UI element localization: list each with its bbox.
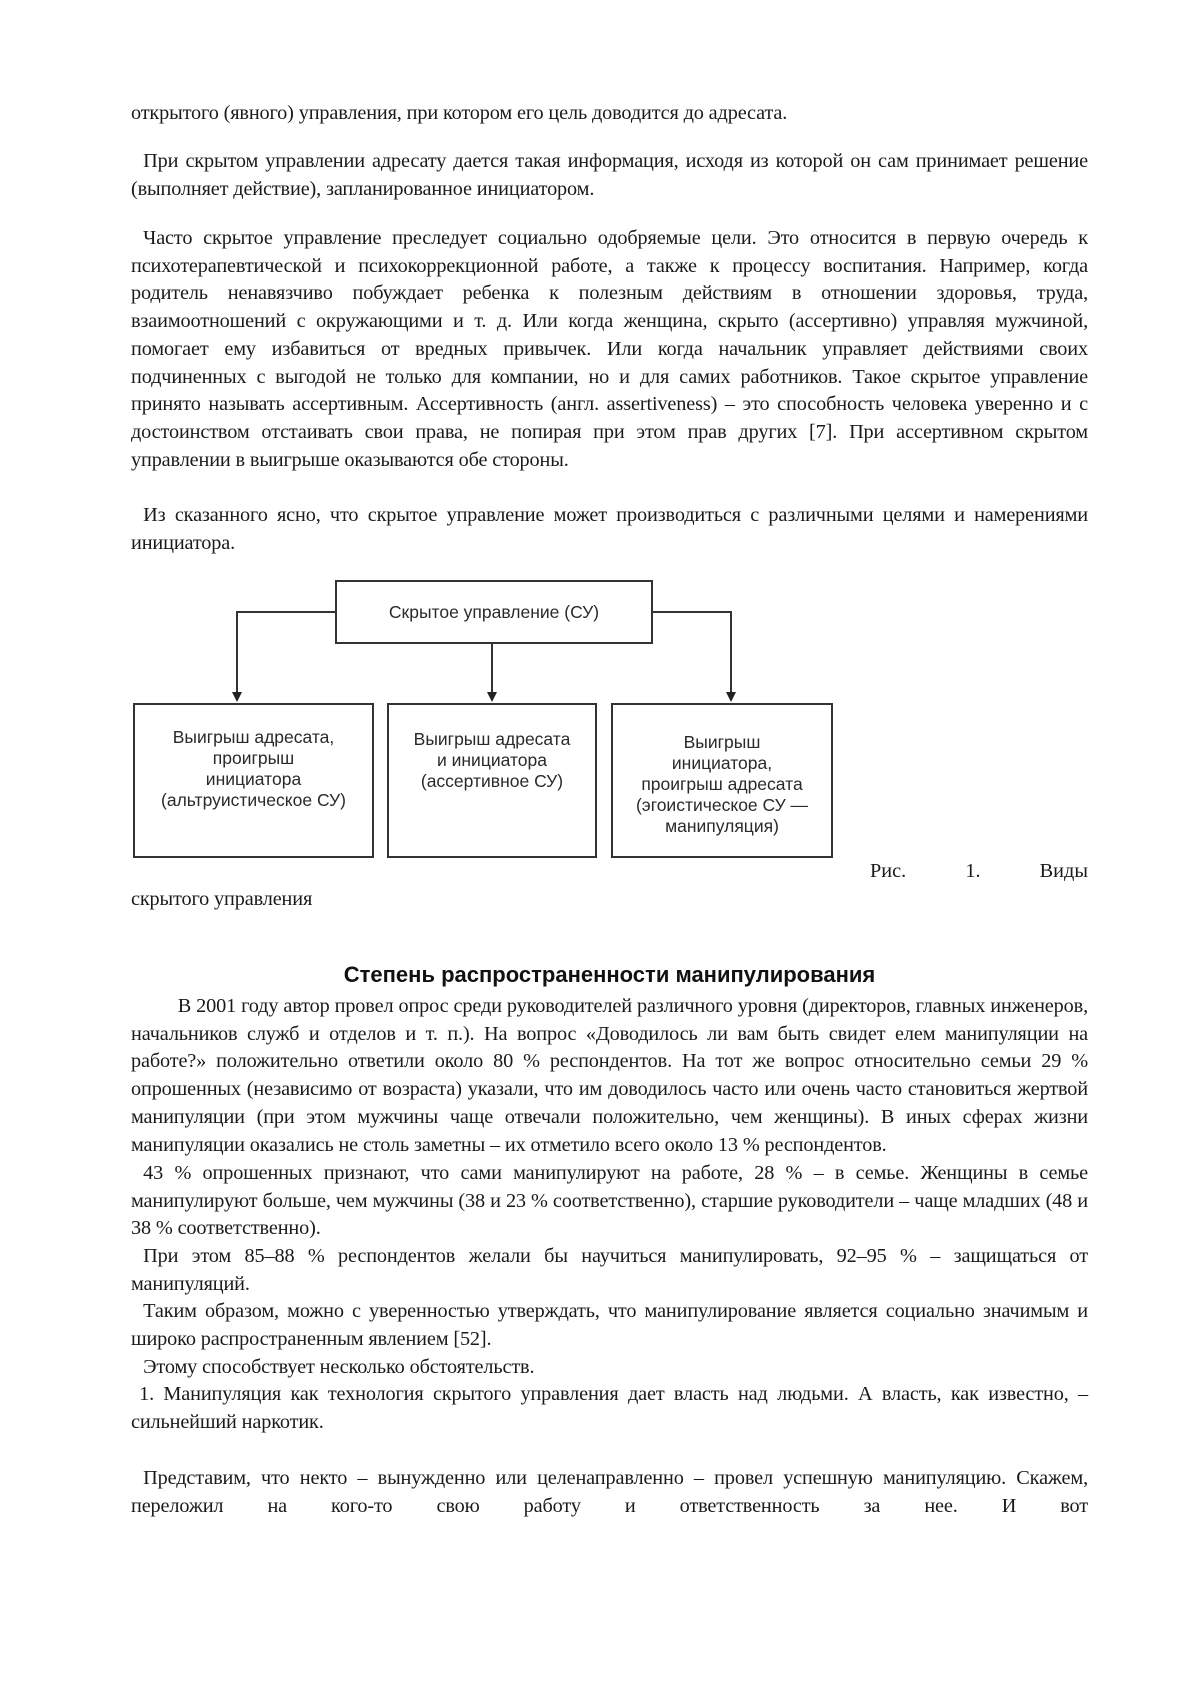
paragraph: 1. Манипуляция как технология скрытого управления дает власть над людьми. А власть, как известно, – сильнейший наркотик.: [131, 1383, 1088, 1433]
box-line: проигрыш: [212, 748, 295, 768]
caption-part: Рис.: [870, 860, 907, 882]
box-line: и инициатора: [436, 750, 548, 770]
paragraph: 43 % опрошенных признают, что сами манипулируют на работе, 28 % – в семье. Женщины в семье манипулируют больше, чем мужчины (38 и 23 % соответственно), старшие руководители – чаще младших (48 и 38 % соответственно).: [131, 1162, 1088, 1240]
paragraph: При скрытом управлении адресату дается такая информация, исходя из которой он сам принимает решение (выполняет действие), запланированное инициатором.: [131, 150, 1088, 200]
box-line: инициатора,: [671, 753, 773, 773]
box-line: Выигрыш: [683, 732, 761, 752]
diagram-root-label: Скрытое управление (СУ): [388, 602, 600, 622]
diagram-box-egoistic: [611, 703, 833, 858]
box-line: проигрыш адресата: [641, 774, 803, 794]
figure-caption: [870, 858, 1088, 886]
box-line: (эгоистическое СУ —: [635, 795, 809, 815]
box-line: Выигрыш адресата: [413, 729, 571, 749]
paragraph: При этом 85–88 % респондентов желали бы научиться манипулировать, 92–95 % – защищаться от манипуляций.: [131, 1245, 1088, 1295]
caption-part: Виды: [1039, 860, 1088, 882]
box-line: манипуляция): [665, 816, 779, 836]
connector-line: [730, 611, 732, 693]
box-line: Выигрыш адресата,: [172, 727, 335, 747]
diagram-box-altruistic: [133, 703, 374, 858]
connector-line: [491, 643, 493, 693]
connector-line: [652, 611, 732, 613]
paragraph: открытого (явного) управления, при котором его цель доводится до адресата.: [131, 102, 788, 124]
paragraph: Из сказанного ясно, что скрытое управление может производиться с различными целями и намерениями инициатора.: [131, 504, 1088, 554]
box-line: (альтруистическое СУ): [161, 790, 346, 810]
paragraph: Часто скрытое управление преследует социально одобряемые цели. Это относится в первую очередь к психотерапевтической и психокоррекционной работе, а также к процессу воспитания. Например, когда родитель ненавязчиво побуждает ребенка к полезным действиям в отношении здоровья, труда, взаимоотношений с окружающими и т. д. Или когда женщина, скрыто (ассертивно) управляя мужчиной, помогает ему избавиться от вредных привычек. Или когда начальник управляет действиями своих подчиненных с выгодой не только для компании, но и для самих работников. Такое скрытое управление принято называть ассертивным. Ассертивность (англ. assertiveness) – это способность человека уверенно и с достоинством отстаивать свои права, не попирая при этом прав других [7]. При ассертивном скрытом управлении в выигрыше оказываются обе стороны.: [131, 227, 1088, 471]
arrow-down-icon: [232, 692, 242, 702]
arrow-down-icon: [726, 692, 736, 702]
diagram-box-assertive: [387, 703, 597, 858]
connector-line: [236, 611, 336, 613]
box-line: инициатора: [205, 769, 302, 789]
paragraph: Представим, что некто – вынужденно или целенаправленно – провел успешную манипуляцию. Скажем, переложил на кого-то свою работу и ответственность за нее. И вот: [131, 1467, 1088, 1517]
box-line: (ассертивное СУ): [420, 771, 564, 791]
paragraph: В 2001 году автор провел опрос среди руководителей различного уровня (директоров, главных инженеров, начальников служб и отделов и т. п.). На вопрос «Доводилось ли вам быть свидет елем манипуляции на работе?» положительно ответили около 80 % респондентов. На тот же вопрос относительно семьи 29 % опрошенных (независимо от возраста) указали, что им доводилось часто или очень часто становиться жертвой манипуляции (при этом мужчины чаще отвечали положительно, чем женщины). В иных сферах жизни манипуляции оказались не столь заметны – их отметило всего около 13 % респондентов.: [131, 995, 1088, 1156]
section-heading: Степень распространенности манипулирования: [343, 962, 876, 987]
paragraph: Этому способствует несколько обстоятельств.: [143, 1356, 535, 1378]
connector-line: [236, 611, 238, 693]
figure-caption-continuation: скрытого управления: [131, 888, 313, 910]
arrow-down-icon: [487, 692, 497, 702]
caption-part: 1.: [965, 860, 981, 882]
paragraph: Таким образом, можно с уверенностью утверждать, что манипулирование является социально значимым и широко распространенным явлением [52].: [131, 1300, 1088, 1350]
diagram-root-box: [335, 580, 653, 644]
